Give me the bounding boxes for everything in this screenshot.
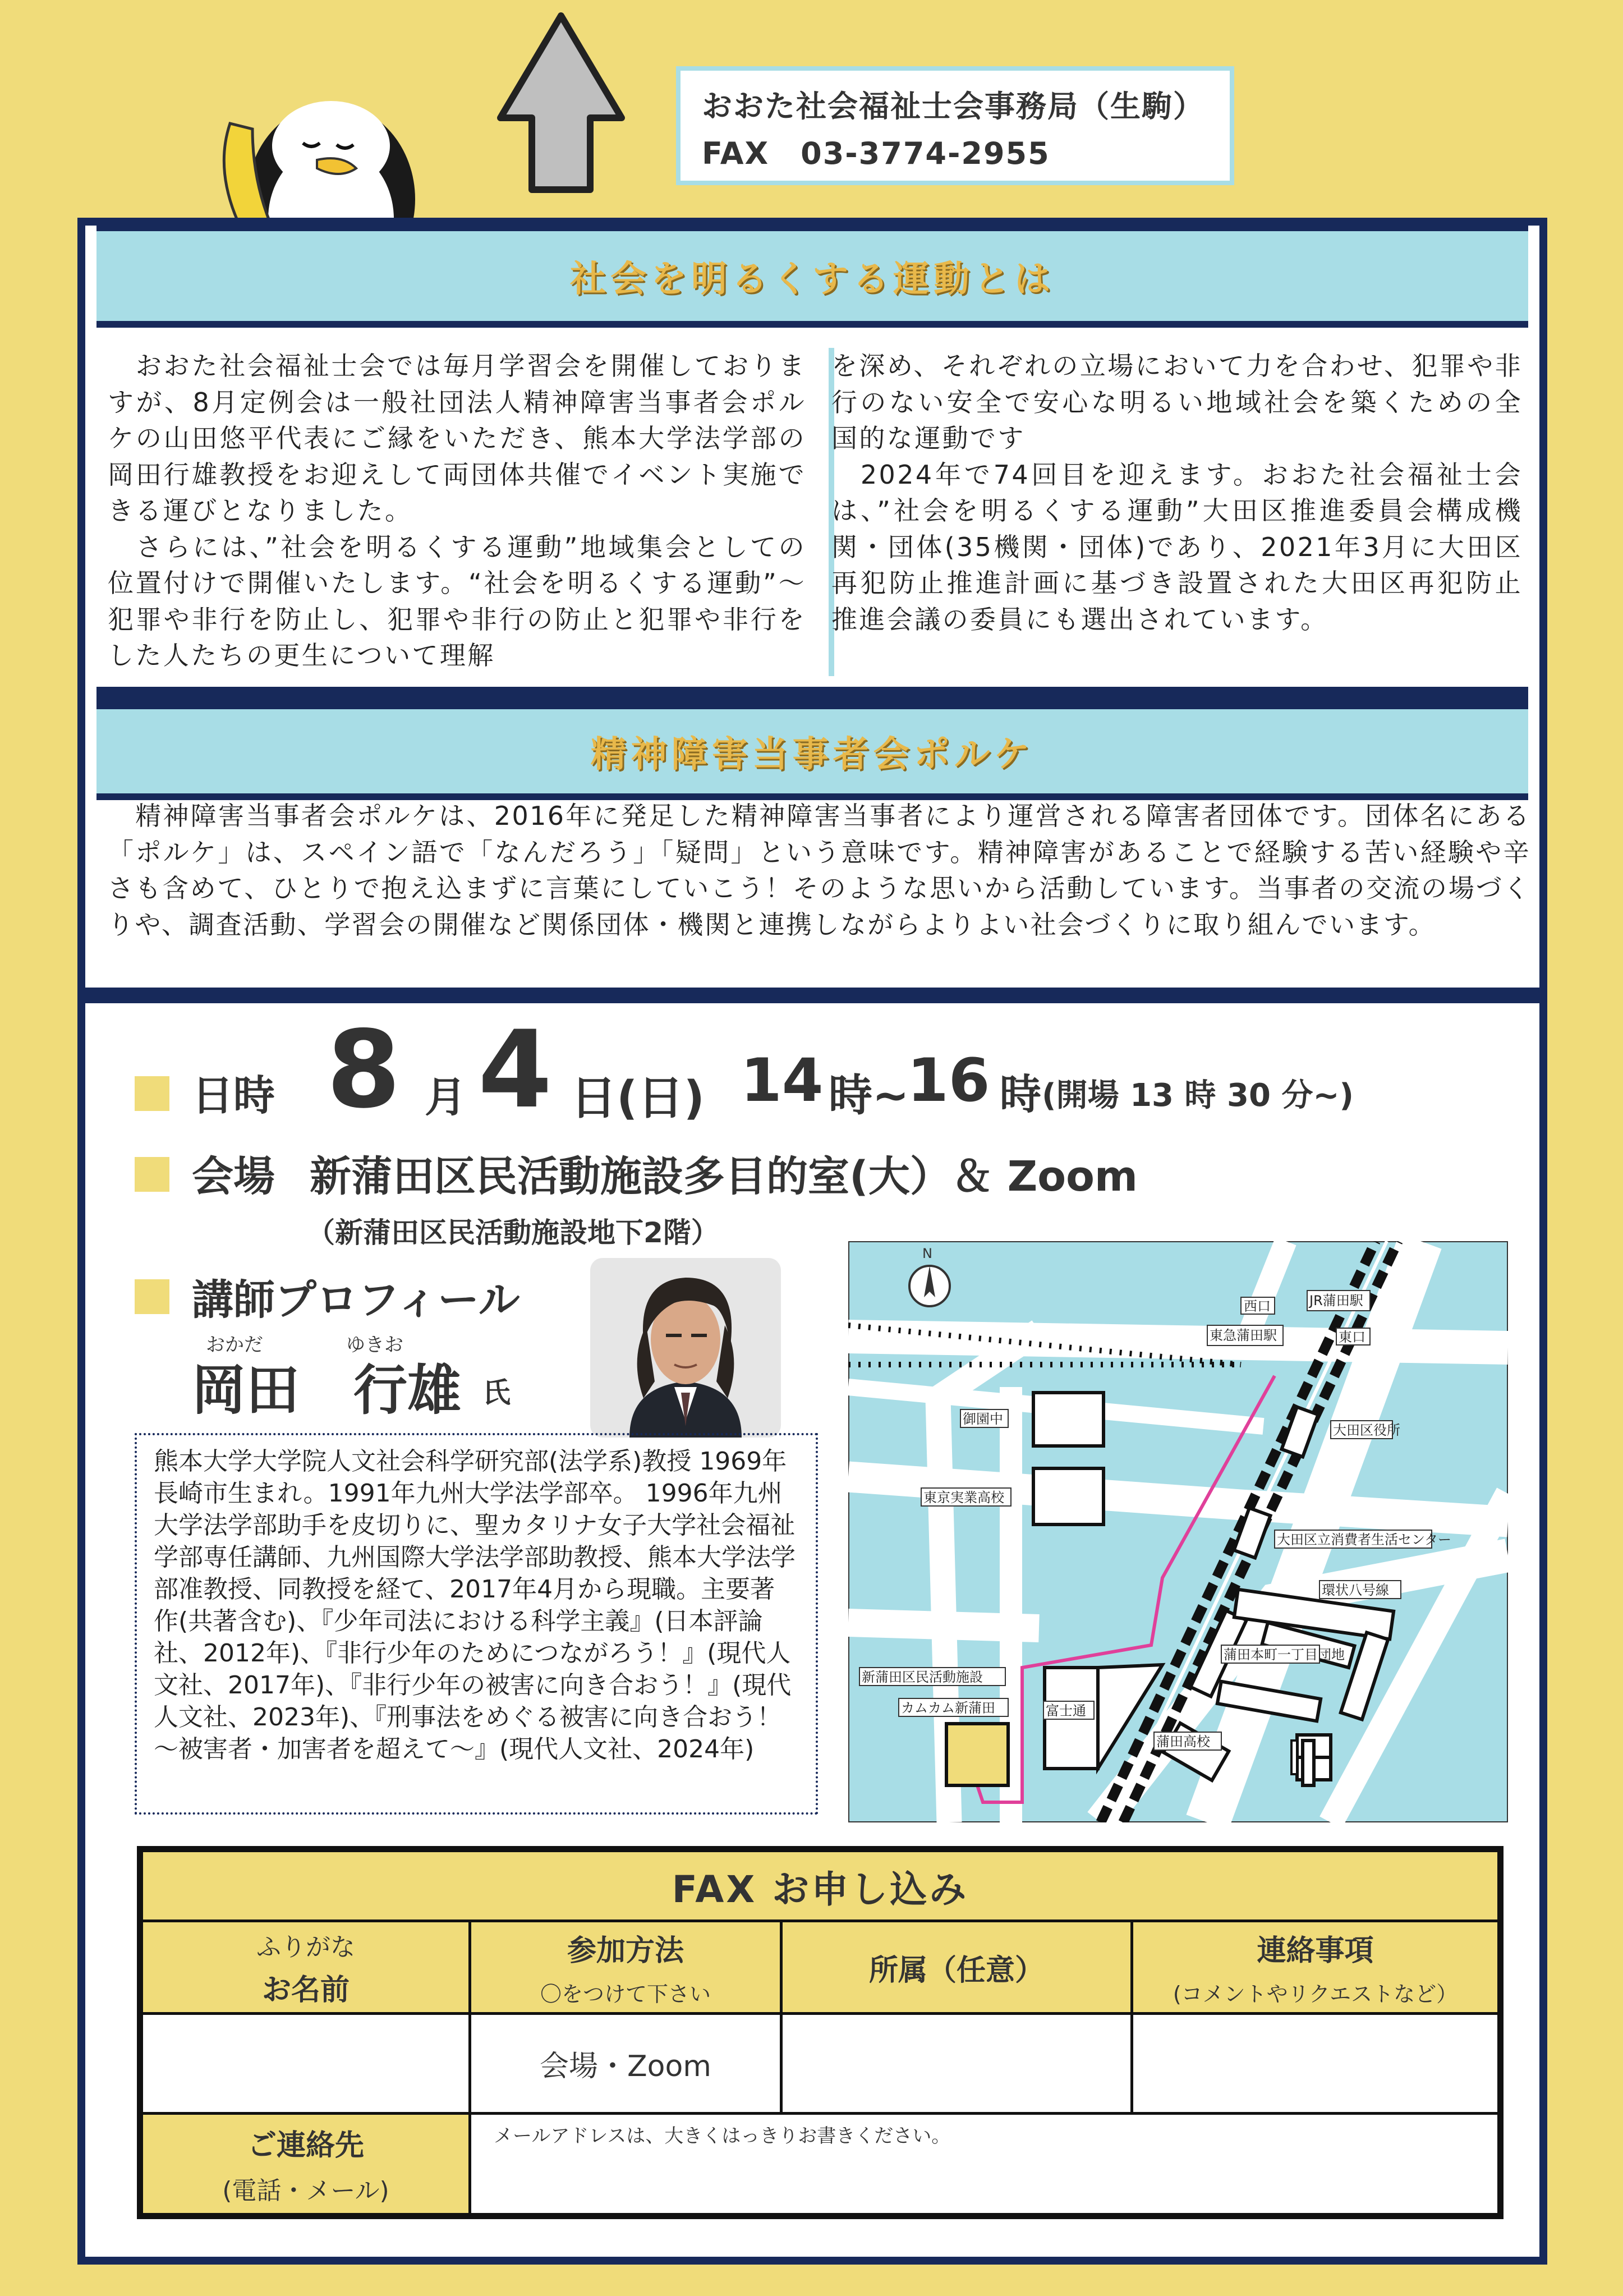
porke-description: 精神障害当事者会ポルケは、2016年に発足した精神障害当事者により運営される障害者団体です。団体名にある「ポルケ」は、スペイン語で「なんだろう」「疑問」という意味です。精神障害があることで経験する苦い経験や辛さも含めて、ひとりで抱え込まずに言葉にしていこう！そのような思いから活動しています。当事者の交流の場づくりや、調査活動、学習会の開催など関係団体・機関と連携しながらよりよい社会づくりに取り組んでいます。 bbox=[108, 801, 1530, 940]
lecturer-photo bbox=[590, 1258, 781, 1438]
method-choice-cell[interactable]: 会場・Zoom bbox=[470, 2014, 781, 2114]
header-method-label: 参加方法 bbox=[567, 1934, 684, 1968]
venue-label: 会場 bbox=[192, 1152, 275, 1201]
event-month: 8 bbox=[327, 1008, 401, 1132]
venue-floor: （新蒲田区民活動施設地下2階） bbox=[307, 1216, 719, 1249]
campaign-text-left: おおた社会福祉士会では毎月学習会を開催しておりますが、8月定例会は一般社団法人精神障害当事者会ポルケの山田悠平代表にご縁をいただき、熊本大学法学部の岡田行雄教授をお迎えして両団体共催でイベント実施できる運びとなりました。 さらには、”社会を明るくする運動”地域集会としての位置付けで開催いたします。“社会を明るくする運動”～犯罪や非行を防止し、犯罪や非行の防止と犯罪や非行をした人たちの更生について理解 bbox=[108, 348, 834, 676]
map-label-jr: JR蒲田駅 bbox=[1309, 1293, 1363, 1308]
bullet-square-icon bbox=[135, 1157, 169, 1192]
email-note: メールアドレスは、大きくはっきりお書きください。 bbox=[494, 2125, 951, 2147]
contact-label-sub: (電話・メール) bbox=[222, 2176, 389, 2205]
campaign-text-right: を深め、それぞれの立場において力を合わせ、犯罪や非行のない安全で安心な明るい地域社会を築くための全国的な運動です 2024年で74回目を迎えます。おおた社会福祉士会は、”社会を明るくする運動”大田区推進委員会構成機関・団体(35機関・団体)であり、2021年3月に大田区再犯防止推進計画に基づき設置された大田区再犯防止推進会議の委員にも選出されています。 bbox=[831, 351, 1523, 635]
header-name-ruby: ふりがな bbox=[256, 1932, 355, 1962]
time-separator: 時~ bbox=[829, 1071, 909, 1121]
map-label-consumer: 大田区立消費者生活センター bbox=[1277, 1532, 1452, 1547]
affiliation-input-cell[interactable] bbox=[781, 2014, 1132, 2114]
end-time: 16 bbox=[907, 1046, 990, 1115]
divider bbox=[85, 988, 1539, 1003]
month-unit: 月 bbox=[425, 1073, 466, 1122]
map-north: N bbox=[922, 1246, 932, 1261]
notes-input-cell[interactable] bbox=[1132, 2014, 1499, 2114]
name-ruby-family: おかだ bbox=[206, 1334, 263, 1356]
map-label-tokyu: 東急蒲田駅 bbox=[1210, 1328, 1277, 1343]
header-contact-notes-label: 連絡事項 bbox=[1257, 1934, 1374, 1968]
main-frame bbox=[77, 218, 1547, 2265]
up-arrow-icon bbox=[494, 11, 628, 196]
lecturer-bio bbox=[135, 1433, 818, 1815]
contact-label: ご連絡先 bbox=[247, 2129, 364, 2162]
name-input-cell[interactable] bbox=[142, 2014, 470, 2114]
venue-map bbox=[848, 1241, 1508, 1822]
contact-label-cell bbox=[142, 2114, 470, 2215]
contact-input-cell[interactable] bbox=[470, 2114, 1499, 2215]
map-label-kamukamu: カムカム新蒲田 bbox=[901, 1700, 995, 1716]
header-name-label: お名前 bbox=[261, 1973, 350, 2007]
map-label-fujidori: 富士通 bbox=[1046, 1703, 1086, 1719]
header-name bbox=[142, 1921, 470, 2014]
map-label-higashiguchi: 東口 bbox=[1339, 1329, 1365, 1345]
map-label-facility: 新蒲田区民活動施設 bbox=[862, 1669, 983, 1685]
venue-name: 新蒲田区民活動施設多目的室(大）＆ Zoom bbox=[310, 1152, 1138, 1201]
header-contact-notes-sub: (コメントやリクエストなど） bbox=[1173, 1982, 1458, 2006]
start-time: 14 bbox=[741, 1046, 824, 1115]
name-ruby-given: ゆきお bbox=[346, 1334, 403, 1356]
office-fax-box bbox=[676, 66, 1234, 185]
date-label: 日時 bbox=[192, 1072, 275, 1120]
event-day: 4 bbox=[478, 1008, 553, 1132]
day-unit: 日(日) bbox=[571, 1072, 705, 1125]
bullet-square-icon bbox=[135, 1279, 169, 1314]
map-label-kamata-hs: 蒲田高校 bbox=[1156, 1734, 1210, 1749]
map-label-honmachi: 蒲田本町一丁目団地 bbox=[1224, 1647, 1345, 1663]
profile-heading: 講師プロフィール bbox=[192, 1276, 520, 1324]
map-label-ota-office: 大田区役所 bbox=[1333, 1422, 1400, 1438]
section-title-campaign: 社会を明るくする運動とは bbox=[96, 224, 1528, 328]
office-name: おおた社会福祉士会事務局（生駒） bbox=[702, 89, 1204, 124]
header-method bbox=[470, 1921, 781, 2014]
honorific: 氏 bbox=[482, 1376, 511, 1409]
fax-application-form bbox=[137, 1846, 1504, 2219]
lecturer-name: 岡田 行雄 bbox=[192, 1359, 461, 1422]
section-title-porke: 精神障害当事者会ポルケ bbox=[96, 702, 1528, 800]
map-label-misono: 御園中 bbox=[963, 1411, 1003, 1427]
header-affiliation: 所属（任意） bbox=[781, 1921, 1132, 2014]
map-label-nishiguchi: 西口 bbox=[1244, 1298, 1271, 1314]
map-label-kanpachi: 環状八号線 bbox=[1322, 1582, 1389, 1598]
header-contact-notes bbox=[1132, 1921, 1499, 2014]
lecturer-bio-text: 熊本大学大学院人文社会科学研究部(法学系)教授 1969年長崎市生まれ。1991年九州大学法学部卒。 1996年九州大学法学部助手を皮切りに、聖カタリナ女子大学社会福祉学部専任講師、九州国際大学法学部助教授、熊本大学法学部准教授、同教授を経て、2017年4月から現職。主要著作(共著含む)、『少年司法における科学主義』(日本評論社、2012年)、『非行少年のためにつながろう！』(現代人文社、2017年)、『非行少年の被害に向き合おう！』(現代人文社、2023年)、『刑事法をめぐる被害に向き合おう！～被害者・加害者を超えて～』(現代人文社、2024年) bbox=[154, 1447, 796, 1764]
opening-time: (開場 13 時 30 分~) bbox=[1042, 1077, 1354, 1114]
divider bbox=[96, 687, 1528, 702]
header-method-note: 〇をつけて下さい bbox=[540, 1982, 711, 2006]
form-title: FAX お申し込み bbox=[142, 1851, 1499, 1921]
office-fax-number: FAX 03-3774-2955 bbox=[702, 136, 1050, 171]
end-time-unit: 時 bbox=[1000, 1071, 1041, 1119]
bullet-square-icon bbox=[135, 1076, 169, 1111]
map-label-tokyo-jitsugyo: 東京実業高校 bbox=[923, 1490, 1004, 1505]
